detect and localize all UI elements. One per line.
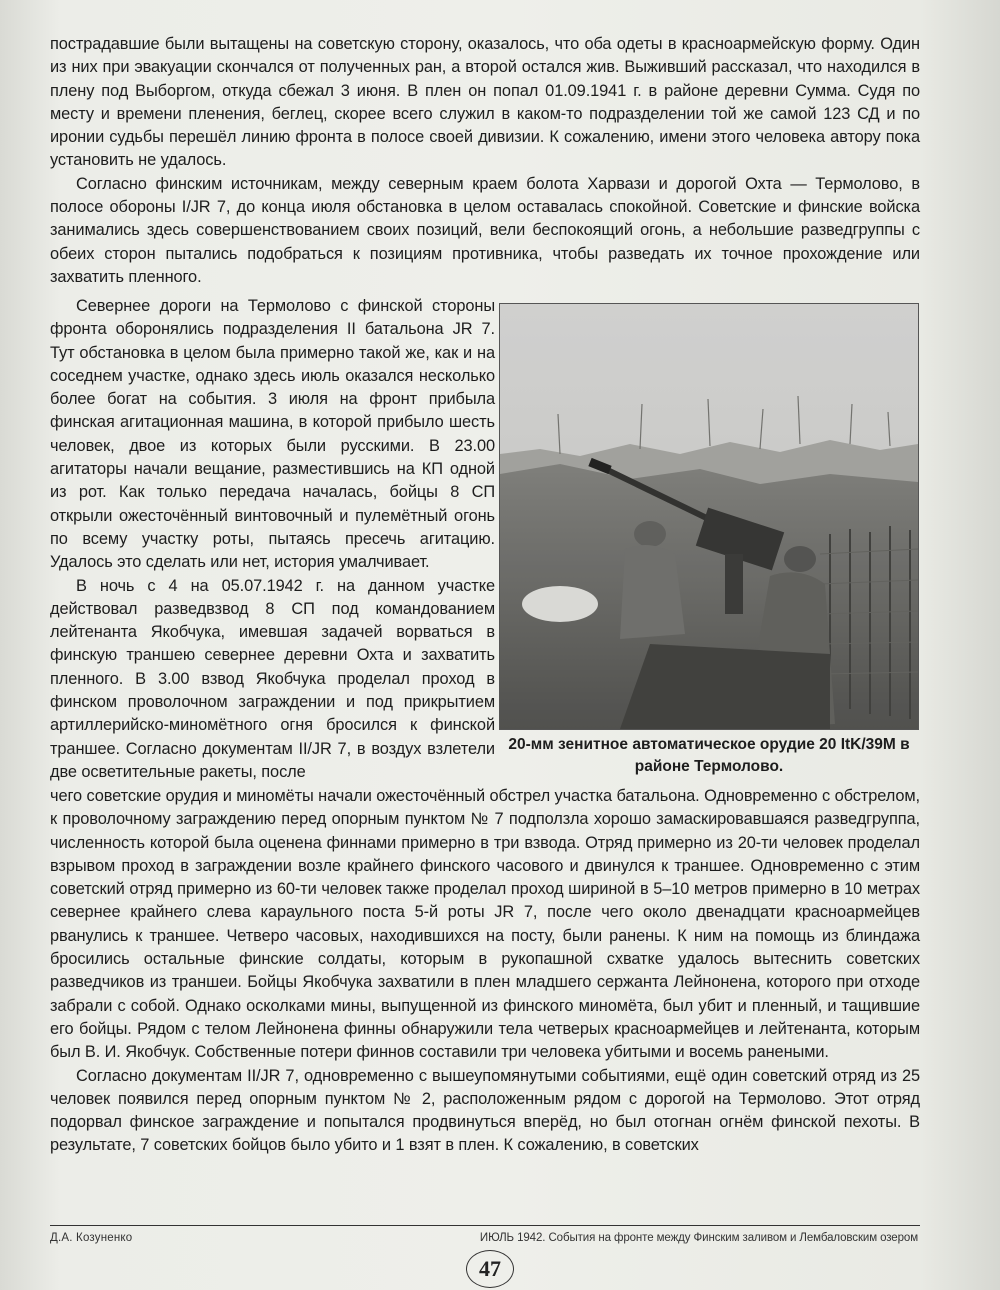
photo-anti-aircraft-gun: [499, 303, 919, 730]
page-number: 47: [466, 1250, 514, 1288]
photo-illustration: [500, 304, 918, 729]
top-text-block: [50, 33, 920, 289]
figure-caption: 20-мм зенитное автоматическое орудие 20 ItK/39M в районе Термолово.: [508, 736, 910, 775]
footer-author: Д.А. Козуненко: [50, 1232, 133, 1244]
paragraph: пострадавшие были вытащены на советскую сторону, оказалось, что оба одеты в красноармейскую форму. Один из них при эвакуации скончался от полученных ран, а второй остался жив. Выживший рассказал, что находился в плену под Выборгом, откуда сбежал 3 июня. В плен он попал 01.09.1941 г. в районе деревни Сумма. Судя по месту и времени пленения, беглец, скорее всего служил в каком-то подразделении той же самой 123 СД и по иронии судьбы перешёл линию фронта в полосе своей дивизии. К сожалению, имени этого человека автору пока установить не удалось.: [50, 35, 920, 170]
left-column-text: [50, 295, 495, 784]
footer-divider: [50, 1225, 920, 1226]
paragraph: Согласно финским источникам, между северным краем болота Харвази и дорогой Охта — Термолово, в полосе обороны I/JR 7, до конца июля обстановка в целом оставалась спокойной. Советские и финские войска занимались здесь совершенствованием своих позиций, вели беспокоящий огонь, а небольшие разведгруппы с обеих сторон пытались подобраться к позициям противника, чтобы разведать их точное прохождение или захватить пленного.: [50, 174, 920, 286]
paragraph: Севернее дороги на Термолово с финской стороны фронта оборонялись подразделения II батальона JR 7. Тут обстановка в целом была примерно такой же, как и на соседнем участке, однако здесь июль оказался несколько более богат на события. 3 июля на фронт прибыла финская агитационная машина, в которой прибыло шесть человек, двое из которых были русскими. В 23.00 агитаторы начали вещание, разместившись на КП одной из рот. Как только передача началась, бойцы 8 СП открыли ожесточённый винтовочный и пулемётный огонь по всему участку роты, пытаясь пресечь агитацию. Удалось это сделать или нет, история умалчивает.: [50, 297, 495, 572]
paragraph: Согласно документам II/JR 7, одновременно с вышеупомянутыми событиями, ещё один советский отряд из 25 человек появился перед опорным пунктом № 2, расположенным рядом с дорогой на Термолово. Этот отряд подорвал финское заграждение и попытался продвинуться вперёд, но был отогнан огнём финской пехоты. В результате, 7 советских бойцов было убито и 1 взят в плен. К сожалению, в советских: [50, 1066, 920, 1155]
bottom-text-block: [50, 785, 920, 1158]
footer-chapter-title: ИЮЛЬ 1942. События на фронте между Финским заливом и Лембаловским озером: [479, 1232, 918, 1244]
paragraph: чего советские орудия и миномёты начали ожесточённый обстрел участка батальона. Одновременно с обстрелом, к проволочному заграждению перед опорным пунктом № 7 подползла хорошо замаскировавшаяся разведгруппа, численность которой была оценена финнами примерно в три взвода. Отряд примерно из 20-ти человек проделал взрывом проход в заграждении возле крайнего финского часового и двинулся к траншее. Одновременно с этим советский отряд примерно из 60-ти человек также проделал проход шириной в 5–10 метров примерно в 10 метрах севернее крайнего слева караульного поста 5-й роты JR 7, после чего около двенадцати красноармейцев рванулись к траншее. Четверо часовых, находившихся на посту, были ранены. К ним на помощь из блиндажа бросились остальные финские солдаты, которым в рукопашной схватке удалось вытеснить советских разведчиков из траншеи. Бойцы Якобчука захватили в плен младшего сержанта Лейнонена, которого при отходе забрали с собой. Однако осколками мины, выпущенной из финского миномёта, был убит и пленный, и тащившие его бойцы. Рядом с телом Лейнонена финны обнаружили тела четверых красноармейцев и лейтенанта, которым был В. И. Якобчук. Собственные потери финнов составили три человека убитыми и восемь ранеными.: [50, 787, 920, 1062]
paragraph: В ночь с 4 на 05.07.1942 г. на данном участке действовал разведвзвод 8 СП под командованием лейтенанта Якобчука, имевшая задачей ворваться в финскую траншею севернее деревни Охта и захватить пленного. В 3.00 взвод Якобчука проделал проход в финском проволочном заграждении и под прикрытием артиллерийско-миномётного огня бросился к финской траншее. Согласно документам II/JR 7, в воздух взлетели две осветительные ракеты, после: [50, 576, 495, 781]
